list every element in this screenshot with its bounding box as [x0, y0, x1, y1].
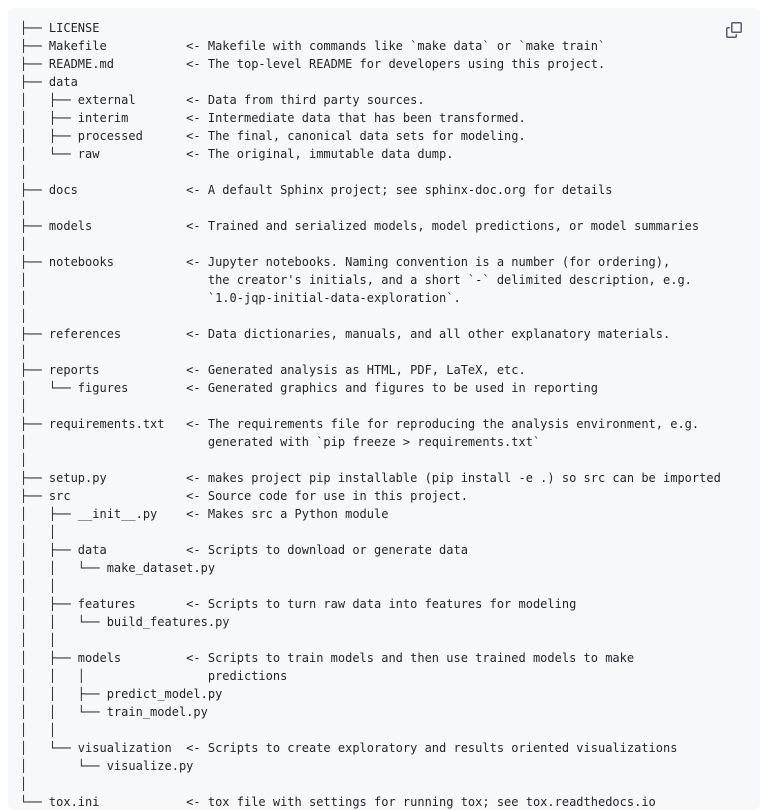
- code-block: [8, 8, 760, 810]
- tree-line: │ ├── models <- Scripts to train models and then use trained models to make: [20, 651, 635, 665]
- tree-line: ├── LICENSE: [20, 21, 100, 35]
- tree-line: ├── notebooks <- Jupyter notebooks. Naming convention is a number (for ordering),: [20, 255, 671, 269]
- tree-line: │: [20, 237, 28, 251]
- tree-line: │ ├── data <- Scripts to download or generate data: [20, 543, 468, 557]
- tree-line: └── tox.ini <- tox file with settings for running tox; see tox.readthedocs.io: [20, 795, 656, 809]
- tree-line: ├── Makefile <- Makefile with commands like `make data` or `make train`: [20, 39, 606, 53]
- tree-line: │ │ └── train_model.py: [20, 705, 208, 719]
- tree-line: │ │ └── make_dataset.py: [20, 561, 216, 575]
- tree-line: │: [20, 165, 28, 179]
- tree-line: ├── models <- Trained and serialized models, model predictions, or model summaries: [20, 219, 700, 233]
- tree-line: │ ├── __init__.py <- Makes src a Python module: [20, 507, 389, 521]
- tree-line: │ generated with `pip freeze > requirements.txt`: [20, 435, 541, 449]
- tree-line: │: [20, 201, 28, 215]
- tree-line: │ │ │ predictions: [20, 669, 288, 683]
- tree-line: ├── reports <- Generated analysis as HTML, PDF, LaTeX, etc.: [20, 363, 526, 377]
- tree-line: │ │: [20, 579, 57, 593]
- tree-line: │ └── raw <- The original, immutable data dump.: [20, 147, 454, 161]
- tree-line: │ │: [20, 723, 57, 737]
- copy-icon: [726, 22, 742, 38]
- tree-line: ├── docs <- A default Sphinx project; see sphinx-doc.org for details: [20, 183, 613, 197]
- tree-line: │ ├── external <- Data from third party sources.: [20, 93, 425, 107]
- tree-line: ├── src <- Source code for use in this project.: [20, 489, 468, 503]
- tree-line: │ └── visualize.py: [20, 759, 194, 773]
- tree-line: │: [20, 345, 28, 359]
- tree-line: │: [20, 453, 28, 467]
- tree-line: │ │ ├── predict_model.py: [20, 687, 223, 701]
- tree-line: │ ├── features <- Scripts to turn raw data into features for modeling: [20, 597, 577, 611]
- directory-tree: [20, 19, 721, 810]
- tree-line: │ │: [20, 633, 57, 647]
- tree-line: │ the creator's initials, and a short `-` delimited description, e.g.: [20, 273, 692, 287]
- tree-line: │ └── visualization <- Scripts to create exploratory and results oriented visualizations: [20, 741, 678, 755]
- tree-line: │ `1.0-jqp-initial-data-exploration`.: [20, 291, 461, 305]
- tree-line: ├── data: [20, 75, 78, 89]
- tree-line: ├── references <- Data dictionaries, manuals, and all other explanatory materials.: [20, 327, 671, 341]
- tree-line: │: [20, 309, 28, 323]
- tree-line: │ │: [20, 525, 57, 539]
- tree-line: │ │ └── build_features.py: [20, 615, 230, 629]
- tree-line: ├── setup.py <- makes project pip installable (pip install -e .) so src can be imported: [20, 471, 721, 485]
- tree-line: ├── README.md <- The top-level README for developers using this project.: [20, 57, 606, 71]
- tree-line: │ ├── interim <- Intermediate data that has been transformed.: [20, 111, 526, 125]
- tree-line: │ ├── processed <- The final, canonical data sets for modeling.: [20, 129, 526, 143]
- tree-line: │: [20, 399, 28, 413]
- tree-line: │: [20, 777, 28, 791]
- tree-line: ├── requirements.txt <- The requirements file for reproducing the analysis environment, e.g.: [20, 417, 700, 431]
- tree-line: │ └── figures <- Generated graphics and figures to be used in reporting: [20, 381, 598, 395]
- copy-button[interactable]: [720, 16, 748, 44]
